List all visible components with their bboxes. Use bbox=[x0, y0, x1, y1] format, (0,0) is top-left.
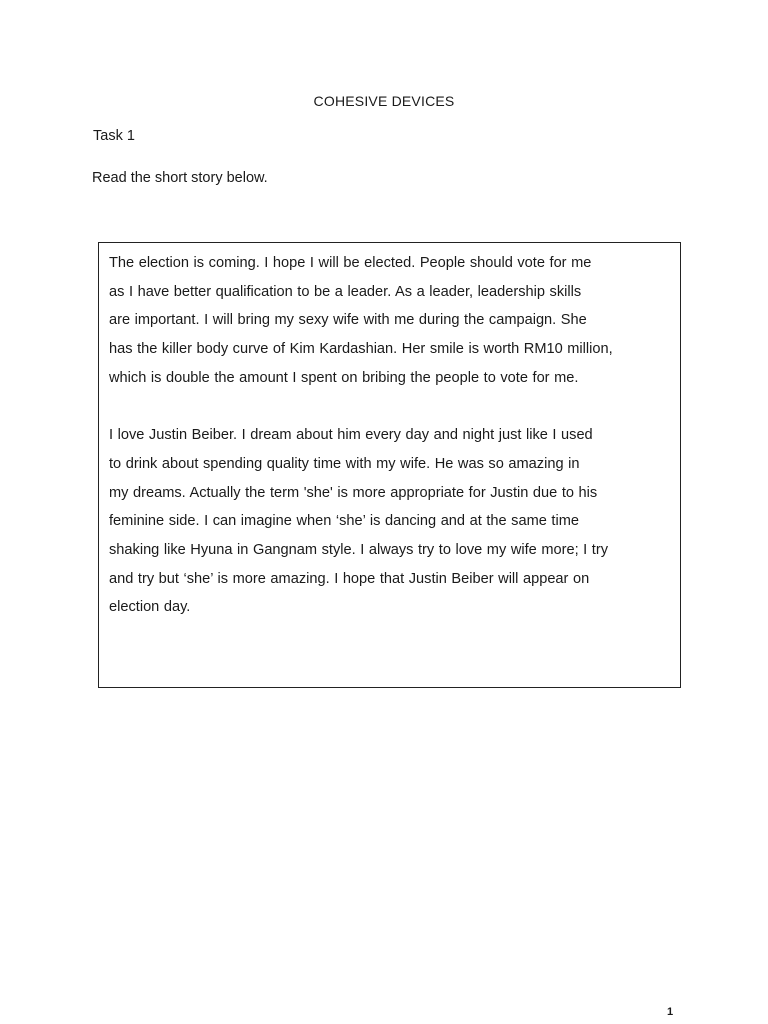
story-line: to drink about spending quality time with my wife. He was so amazing in bbox=[109, 455, 580, 472]
story-line: The election is coming. I hope I will be elected. People should vote for me bbox=[109, 255, 592, 271]
story-line: feminine side. I can imagine when ‘she’ is dancing and at the same time bbox=[109, 513, 579, 530]
story-box bbox=[98, 242, 681, 688]
story-line: which is double the amount I spent on bribing the people to vote for me. bbox=[109, 369, 579, 386]
story-line: and try but ‘she’ is more amazing. I hope that Justin Beiber will appear on bbox=[109, 570, 590, 587]
story-line: has the killer body curve of Kim Kardashian. Her smile is worth RM10 million, bbox=[109, 341, 613, 358]
task-label: Task 1 bbox=[93, 128, 135, 144]
story-paragraph-2 bbox=[109, 421, 670, 622]
story-line: my dreams. Actually the term 'she' is more appropriate for Justin due to his bbox=[109, 484, 598, 501]
story-paragraph-1 bbox=[109, 249, 670, 393]
story-line: I love Justin Beiber. I dream about him every day and night just like I used bbox=[109, 427, 593, 444]
story-line: are important. I will bring my sexy wife with me during the campaign. She bbox=[109, 312, 587, 329]
document-title: COHESIVE DEVICES bbox=[313, 93, 455, 109]
story-line: election day. bbox=[109, 599, 191, 616]
story-line: as I have better qualification to be a leader. As a leader, leadership skills bbox=[109, 283, 582, 300]
page-number: 1 bbox=[667, 1006, 674, 1018]
story-line: shaking like Hyuna in Gangnam style. I always try to love my wife more; I try bbox=[109, 542, 609, 559]
instruction-text: Read the short story below. bbox=[92, 170, 268, 186]
